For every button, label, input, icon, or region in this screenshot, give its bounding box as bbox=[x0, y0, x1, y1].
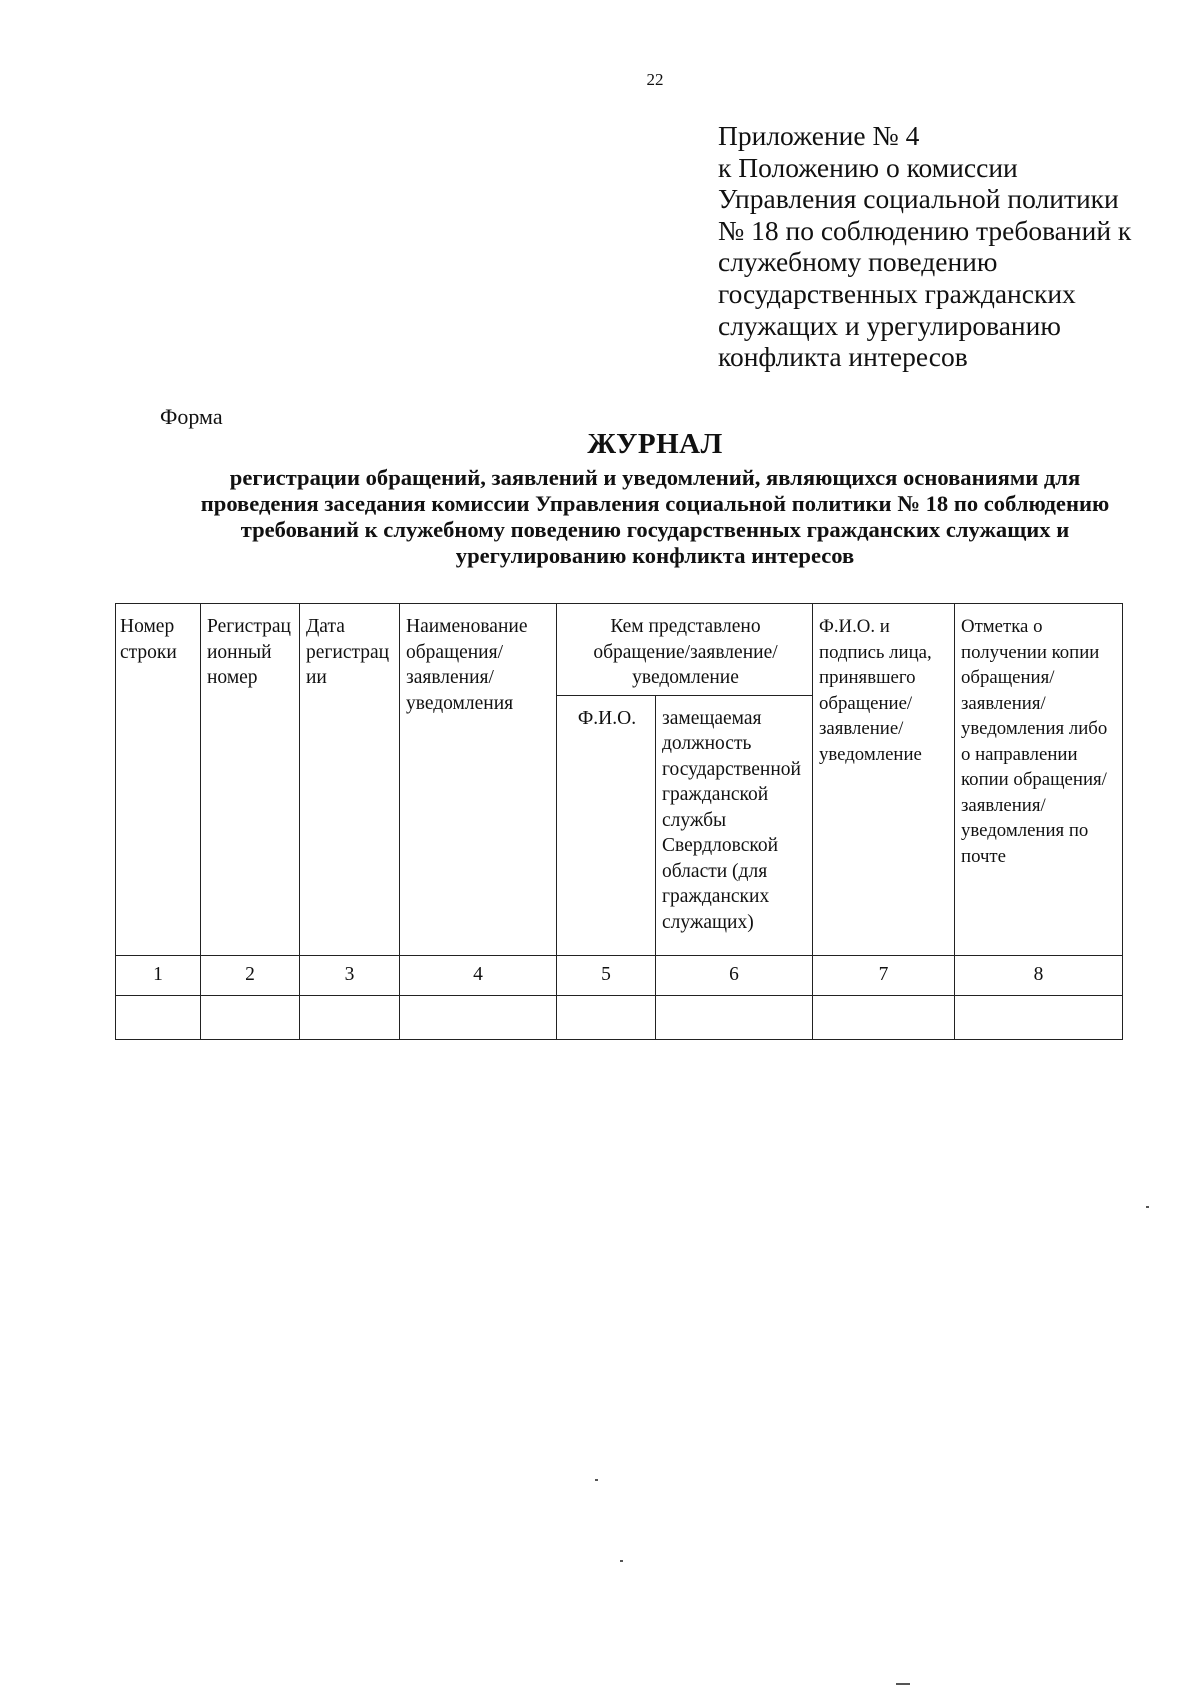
scan-speck bbox=[595, 1479, 598, 1481]
column-number: 2 bbox=[201, 955, 300, 995]
journal-table bbox=[115, 603, 1123, 1040]
entry-cell bbox=[955, 995, 1123, 1039]
column-number: 7 bbox=[813, 955, 955, 995]
appendix-line: Приложение № 4 bbox=[718, 120, 920, 151]
column-number: 5 bbox=[557, 955, 656, 995]
column-number: 1 bbox=[116, 955, 201, 995]
scan-speck bbox=[1146, 1206, 1149, 1208]
header-submitter-name: Ф.И.О. bbox=[557, 695, 656, 955]
column-number: 8 bbox=[955, 955, 1123, 995]
column-number: 3 bbox=[300, 955, 400, 995]
scan-speck bbox=[896, 1683, 910, 1685]
subtitle-line: регистрации обращений, заявлений и уведомлений, являющихся основаниями для bbox=[229, 465, 1081, 490]
appendix-header bbox=[718, 120, 1188, 373]
subtitle-line: требований к служебному поведению государственных гражданских служащих и bbox=[240, 517, 1070, 542]
header-row-top bbox=[116, 604, 1123, 696]
column-number-row bbox=[116, 955, 1123, 995]
journal-title: ЖУРНАЛ bbox=[587, 428, 723, 460]
appendix-line: конфликта интересов bbox=[718, 341, 968, 373]
appendix-line: государственных гражданских bbox=[718, 277, 1076, 309]
form-label: Форма bbox=[160, 404, 223, 429]
entry-cell bbox=[300, 995, 400, 1039]
entry-cell bbox=[656, 995, 813, 1039]
column-number: 4 bbox=[400, 955, 557, 995]
header-row-number: Номер строки bbox=[116, 604, 201, 956]
header-submitted-by: Кем представлено обращение/заявление/ уведомление bbox=[557, 604, 813, 696]
subtitle-line: проведения заседания комиссии Управления социальной политики № 18 по соблюдению bbox=[200, 491, 1110, 516]
header-registration-date: Дата регистрации bbox=[300, 604, 400, 956]
header-submitter-position: замещаемая должность государственной гражданской службы Свердловской области (для гражданских служащих) bbox=[656, 695, 813, 955]
appendix-line: к Положению о комиссии bbox=[718, 151, 1018, 183]
empty-entry-row bbox=[116, 995, 1123, 1039]
entry-cell bbox=[116, 995, 201, 1039]
subtitle-line: урегулированию конфликта интересов bbox=[455, 543, 855, 568]
scan-speck bbox=[620, 1560, 623, 1562]
header-received-by: Ф.И.О. и подпись лица, принявшего обращение/ заявление/ уведомление bbox=[813, 604, 955, 956]
column-number: 6 bbox=[656, 955, 813, 995]
page-number: 22 bbox=[646, 70, 664, 89]
entry-cell bbox=[400, 995, 557, 1039]
header-request-name: Наименование обращения/ заявления/ уведомления bbox=[400, 604, 557, 956]
header-registration-number: Регистрационный номер bbox=[201, 604, 300, 956]
entry-cell bbox=[201, 995, 300, 1039]
entry-cell bbox=[813, 995, 955, 1039]
appendix-line: № 18 по соблюдению требований к bbox=[718, 214, 1132, 246]
appendix-line: служебному поведению bbox=[718, 246, 998, 278]
appendix-line: служащих и урегулированию bbox=[718, 309, 1061, 341]
journal-subtitle bbox=[150, 465, 1160, 569]
entry-cell bbox=[557, 995, 656, 1039]
appendix-line: Управления социальной политики bbox=[718, 183, 1119, 215]
header-copy-mark: Отметка о получении копии обращения/заявления/уведомления либо о направлении копии обращения/заявления/уведомления по почте bbox=[955, 604, 1123, 956]
